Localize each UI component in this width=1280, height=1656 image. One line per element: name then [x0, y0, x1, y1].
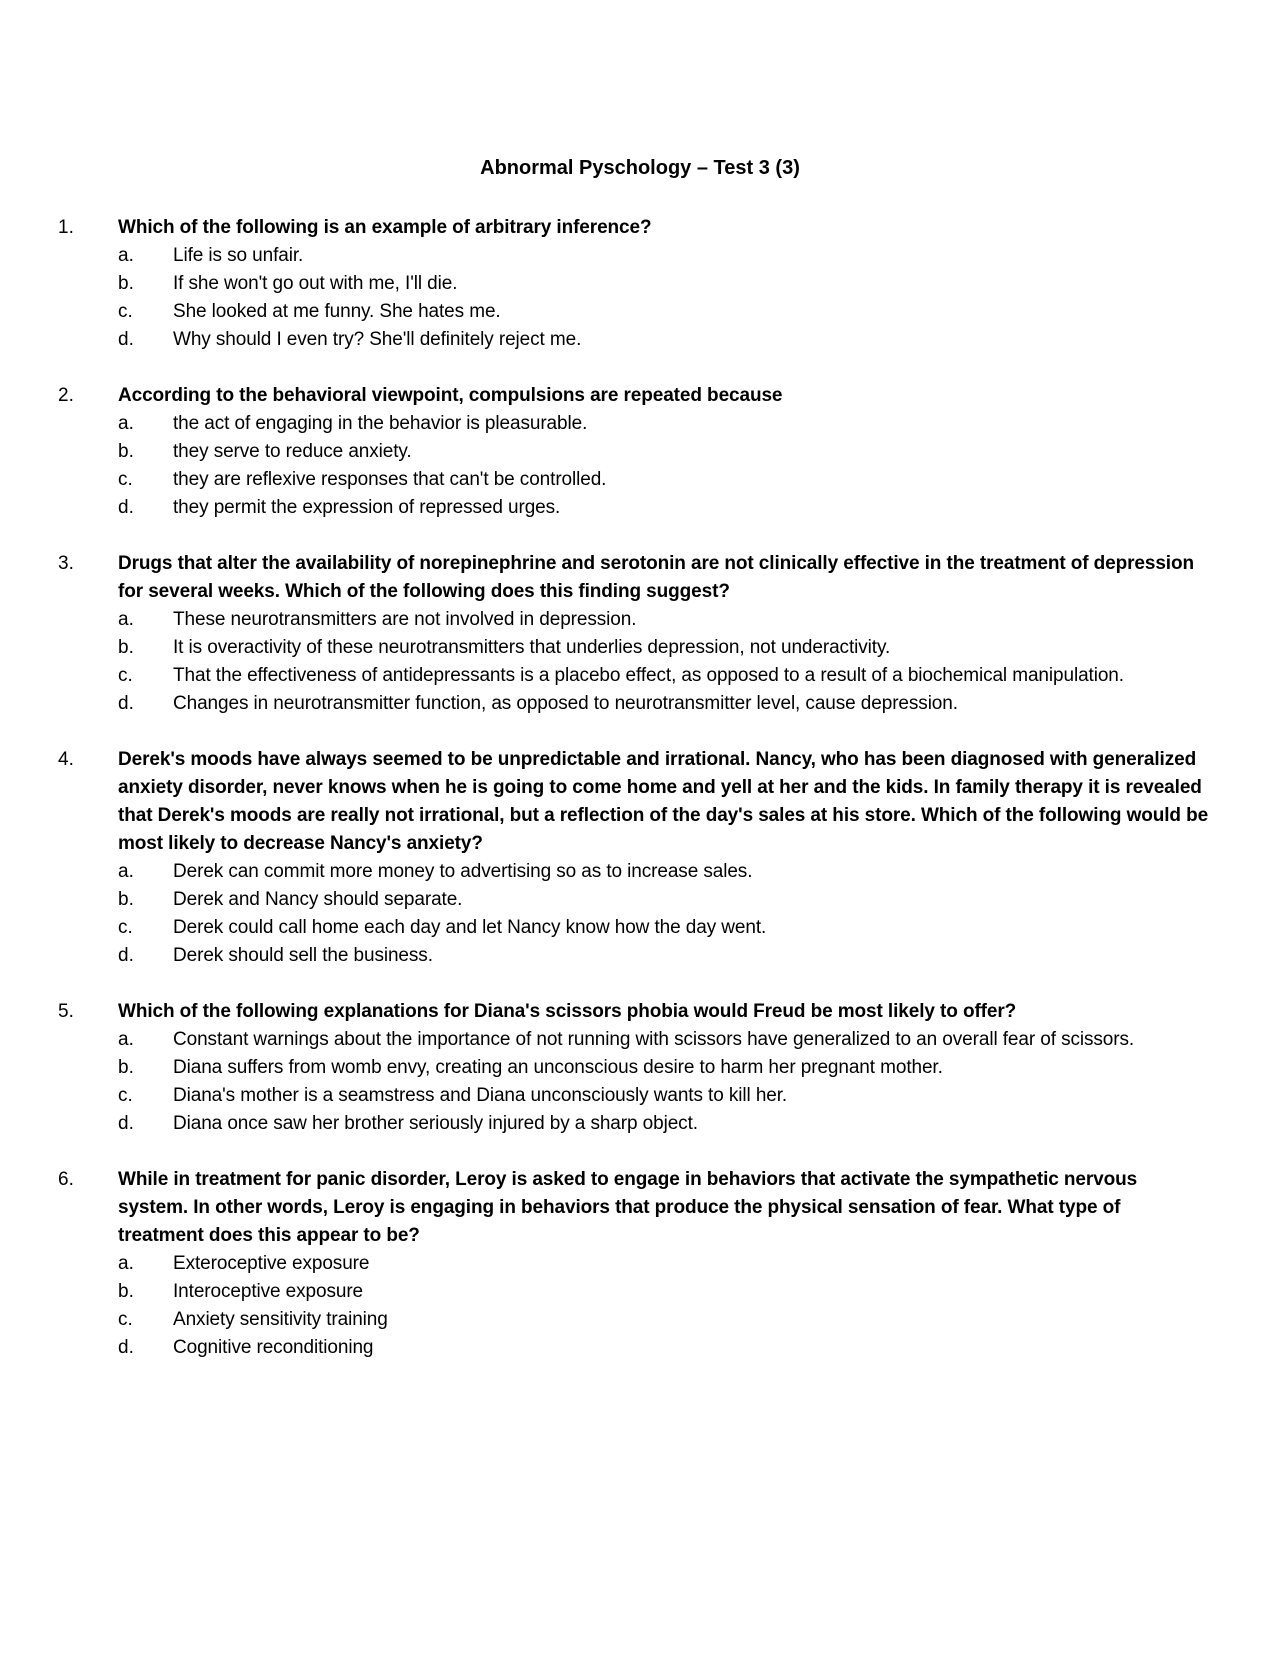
question-text: While in treatment for panic disorder, Leroy is asked to engage in behaviors that activate the sympathetic nervous system. In other words, Leroy is engaging in behaviors that produce the physical sensation of fear. What type of treatment does this appear to be?	[118, 1169, 1138, 1246]
answer-options	[0, 1250, 1280, 1362]
question-number: 2.	[58, 385, 74, 406]
question-1	[0, 214, 1280, 354]
option-text: they serve to reduce anxiety.	[173, 441, 412, 462]
document-title: Abnormal Pyschology – Test 3 (3)	[480, 157, 800, 179]
option-text: Constant warnings about the importance of not running with scissors have generalized to an overall fear of scissors.	[173, 1029, 1135, 1050]
answer-option	[0, 942, 1280, 970]
question-5	[0, 998, 1280, 1138]
answer-option	[0, 494, 1280, 522]
option-letter: a.	[118, 245, 134, 266]
option-text: That the effectiveness of antidepressants is a placebo effect, as opposed to a result of a biochemical manipulation.	[173, 665, 1124, 686]
option-letter: b.	[118, 273, 134, 294]
option-text: These neurotransmitters are not involved in depression.	[173, 609, 637, 630]
answer-options	[0, 242, 1280, 354]
option-text: Derek and Nancy should separate.	[173, 889, 463, 910]
option-text: Interoceptive exposure	[173, 1281, 364, 1302]
option-letter: a.	[118, 1029, 134, 1050]
option-letter: d.	[118, 693, 134, 714]
option-letter: a.	[118, 413, 134, 434]
answer-option	[0, 634, 1280, 662]
option-text: they are reflexive responses that can't be controlled.	[173, 469, 607, 490]
question-list	[0, 214, 1280, 1390]
answer-option	[0, 662, 1280, 690]
option-letter: b.	[118, 889, 134, 910]
option-letter: a.	[118, 861, 134, 882]
option-letter: c.	[118, 301, 133, 322]
answer-option	[0, 690, 1280, 718]
question-number: 1.	[58, 217, 74, 238]
answer-option	[0, 1054, 1280, 1082]
answer-options	[0, 858, 1280, 970]
option-text: Derek could call home each day and let Nancy know how the day went.	[173, 917, 767, 938]
option-text: Cognitive reconditioning	[173, 1337, 374, 1358]
question-text: According to the behavioral viewpoint, compulsions are repeated because	[118, 385, 783, 406]
option-text: Why should I even try? She'll definitely reject me.	[173, 329, 582, 350]
answer-options	[0, 410, 1280, 522]
option-letter: c.	[118, 1309, 133, 1330]
answer-option	[0, 606, 1280, 634]
question-number: 6.	[58, 1169, 74, 1190]
answer-option	[0, 1026, 1280, 1054]
question-number: 4.	[58, 749, 74, 770]
option-text: the act of engaging in the behavior is pleasurable.	[173, 413, 588, 434]
option-letter: a.	[118, 1253, 134, 1274]
option-text: Derek can commit more money to advertising so as to increase sales.	[173, 861, 753, 882]
question-number: 3.	[58, 553, 74, 574]
answer-option	[0, 1250, 1280, 1278]
question-text: Drugs that alter the availability of norepinephrine and serotonin are not clinically effective in the treatment of depression for several weeks. Which of the following does this finding suggest?	[118, 553, 1195, 602]
option-letter: c.	[118, 665, 133, 686]
option-text: Derek should sell the business.	[173, 945, 433, 966]
answer-option	[0, 466, 1280, 494]
option-letter: d.	[118, 1113, 134, 1134]
option-text: Life is so unfair.	[173, 245, 304, 266]
option-letter: b.	[118, 1281, 134, 1302]
answer-option	[0, 858, 1280, 886]
question-text: Derek's moods have always seemed to be unpredictable and irrational. Nancy, who has been diagnosed with generalized anxiety disorder, never knows when he is going to come home and yell at her and the kids. In family therapy it is revealed that Derek's moods are really not irrational, but a reflection of the day's sales at his store. Which of the following would be most likely to decrease Nancy's anxiety?	[118, 749, 1209, 854]
answer-options	[0, 606, 1280, 718]
option-letter: c.	[118, 1085, 133, 1106]
option-text: Exteroceptive exposure	[173, 1253, 370, 1274]
answer-option	[0, 326, 1280, 354]
answer-option	[0, 270, 1280, 298]
option-text: Diana's mother is a seamstress and Diana unconsciously wants to kill her.	[173, 1085, 788, 1106]
option-text: Diana suffers from womb envy, creating an unconscious desire to harm her pregnant mother.	[173, 1057, 943, 1078]
option-letter: c.	[118, 917, 133, 938]
answer-option	[0, 1306, 1280, 1334]
option-letter: d.	[118, 497, 134, 518]
answer-option	[0, 298, 1280, 326]
option-text: they permit the expression of repressed urges.	[173, 497, 561, 518]
option-letter: c.	[118, 469, 133, 490]
answer-option	[0, 438, 1280, 466]
question-text: Which of the following is an example of arbitrary inference?	[118, 217, 652, 238]
option-letter: b.	[118, 637, 134, 658]
question-3	[0, 550, 1280, 718]
option-text: Anxiety sensitivity training	[173, 1309, 388, 1330]
option-letter: d.	[118, 945, 134, 966]
answer-options	[0, 1026, 1280, 1138]
option-text: It is overactivity of these neurotransmitters that underlies depression, not underactivity.	[173, 637, 891, 658]
option-letter: d.	[118, 329, 134, 350]
question-text: Which of the following explanations for Diana's scissors phobia would Freud be most likely to offer?	[118, 1001, 1017, 1022]
answer-option	[0, 1278, 1280, 1306]
answer-option	[0, 1082, 1280, 1110]
option-letter: b.	[118, 1057, 134, 1078]
option-text: She looked at me funny. She hates me.	[173, 301, 501, 322]
option-letter: d.	[118, 1337, 134, 1358]
answer-option	[0, 886, 1280, 914]
option-text: Changes in neurotransmitter function, as opposed to neurotransmitter level, cause depression.	[173, 693, 958, 714]
answer-option	[0, 914, 1280, 942]
question-6	[0, 1166, 1280, 1362]
option-text: If she won't go out with me, I'll die.	[173, 273, 458, 294]
question-number: 5.	[58, 1001, 74, 1022]
answer-option	[0, 1334, 1280, 1362]
option-text: Diana once saw her brother seriously injured by a sharp object.	[173, 1113, 698, 1134]
option-letter: b.	[118, 441, 134, 462]
answer-option	[0, 1110, 1280, 1138]
answer-option	[0, 410, 1280, 438]
question-4	[0, 746, 1280, 970]
option-letter: a.	[118, 609, 134, 630]
question-2	[0, 382, 1280, 522]
answer-option	[0, 242, 1280, 270]
